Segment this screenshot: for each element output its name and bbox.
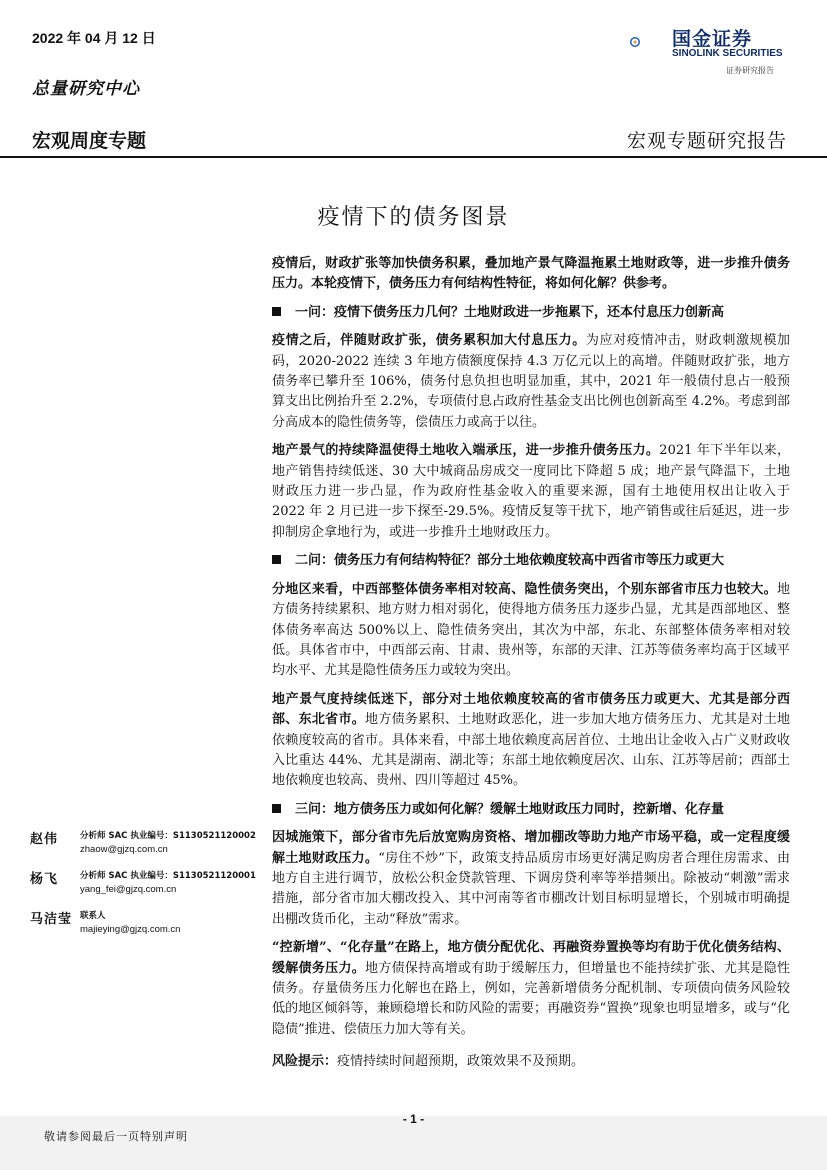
logo-text-cn: 国金证券 [672, 28, 753, 50]
report-series: 宏观周度专题 [32, 130, 147, 152]
bullet-square-icon [272, 804, 281, 813]
sinolink-logo-icon [630, 24, 670, 64]
analyst-role: 联系人 [80, 911, 106, 921]
paragraph-4: 地产景气度持续低迷下，部分对土地依赖度较高的省市债务压力或更大、尤其是部分西部、东北省市。地方债务累积、土地财政恶化，进一步加大地方债务压力、尤其是对土地依赖度较高的省市。具体来看，中部土地依赖度高居首位、土地出让金收入占广义财政收入比重达 44%、尤其是湖南、湖北等；东部土地依赖度居次、山东、江苏等居前；西部土地依赖度也较高、贵州、四川等超过 45%。 [272, 691, 790, 789]
report-type: 宏观专题研究报告 [626, 130, 787, 152]
analyst-name: 马洁莹 [30, 912, 73, 927]
logo-text-en: SINOLINK SECURITIES [672, 48, 783, 59]
report-date: 2022 年 04 月 12 日 [32, 30, 156, 46]
disclaimer-note: 敬请参阅最后一页特别声明 [44, 1130, 188, 1143]
paragraph-1: 疫情之后，伴随财政扩张，债务累积加大付息压力。为应对疫情冲击，财政刺激规模加码，2020-2022 连续 3 年地方债额度保持 4.3 万亿元以上的高增。伴随财政扩张，地方债务率已攀升至 106%，债务付息负担也明显加重，其中，2021 年一般债付息占一般预算支出比例抬升至 2.2%，专项债付息占政府性基金支出比例也创新高至 4.2%。考虑到部分高成本的隐性债务等，偿债压力或高于以往。 [272, 333, 790, 430]
page-number: - 1 - [402, 1112, 425, 1126]
question-2: 二问：债务压力有何结构特征？部分土地依赖度较高中西省市等压力或更大 [272, 551, 790, 571]
report-body [272, 254, 790, 1081]
analyst-name: 赵伟 [30, 832, 59, 847]
analyst-email[interactable]: yang_fei@gjzq.com.cn [80, 884, 177, 895]
question-3: 三问：地方债务压力或如何化解？缓解土地财政压力同时，控新增、化存量 [272, 800, 790, 820]
logo-subtitle: 证券研究报告 [726, 66, 774, 75]
intro-paragraph: 疫情后，财政扩张等加快债务积累，叠加地产景气降温拖累土地财政等，进一步推升债务压力。本轮疫情下，债务压力有何结构性特征，将如何化解？供参考。 [272, 256, 790, 292]
paragraph-6: “控新增”、“化存量”在路上，地方债分配优化、再融资券置换等均有助于优化债务结构、缓解债务压力。地方债保持高增或有助于缓解压力，但增量也不能持续扩张、尤其是隐性债务。存量债务压力化解也在路上，例如，完善新增债务分配机制、专项债向债务风险较低的地区倾斜等，兼顾稳增长和防风险的需要；再融资券“置换”现象也明显增多，或与“化隐债”推进、偿债压力加大等有关。 [272, 940, 790, 1037]
analyst-name: 杨飞 [30, 872, 59, 887]
research-center: 总量研究中心 [32, 79, 140, 99]
paragraph-5: 因城施策下，部分省市先后放宽购房资格、增加棚改等助力地产市场平稳，或一定程度缓解土地财政压力。“房住不炒”下，政策支持品质房市场更好满足购房者合理住房需求、由地方自主进行调节，放松公积金贷款管理、下调房贷利率等举措频出。除被动“刺激”需求措施，部分省市加大棚改投入、其中河南等省市棚改计划目标明显增长，个别城市明确提出棚改货币化，主动“释放”需求。 [272, 830, 790, 927]
paragraph-3: 分地区来看，中西部整体债务率相对较高、隐性债务突出，个别东部省市压力也较大。地方债务持续累积、地方财力相对弱化，使得地方债务压力逐步凸显，尤其是西部地区、整体债务率高达 500%以上、隐性债务突出，其次为中部，东北、东部整体债务率相对较低。具体省市中，中西部云南、甘肃、贵州等，东部的天津、江苏等债务率均高于区域平均水平、尤其是隐性债务压力或较为突出。 [272, 581, 790, 679]
paragraph-2: 地产景气的持续降温使得土地收入端承压，进一步推升债务压力。2021 年下半年以来，地产销售持续低迷、30 大中城商品房成交一度同比下降超 5 成；地产景气降温下，土地财政压力进一步凸显，作为政府性基金收入的重要来源，国有土地使用权出让收入于 2022 年 2 月已进一步下探至-29.5%。疫情反复等干扰下，地产销售或往后延迟，进一步抑制房企拿地行为，或进一步推升土地财政压力。 [272, 443, 790, 540]
bullet-square-icon [272, 555, 281, 564]
header-divider [0, 156, 827, 158]
question-1: 一问：疫情下债务压力几何？土地财政进一步拖累下，还本付息压力创新高 [272, 303, 790, 323]
analyst-role: 分析师 SAC 执业编号：S1130521120001 [80, 871, 256, 881]
analyst-role: 分析师 SAC 执业编号：S1130521120002 [80, 831, 256, 841]
risk-warning: 风险提示：疫情持续时间超预期，政策效果不及预期。 [272, 1054, 585, 1070]
analyst-email[interactable]: majieying@gjzq.com.cn [80, 924, 181, 935]
analyst-email[interactable]: zhaow@gjzq.com.cn [80, 844, 168, 855]
report-title: 疫情下的债务图景 [317, 205, 510, 230]
bullet-square-icon [272, 307, 281, 316]
